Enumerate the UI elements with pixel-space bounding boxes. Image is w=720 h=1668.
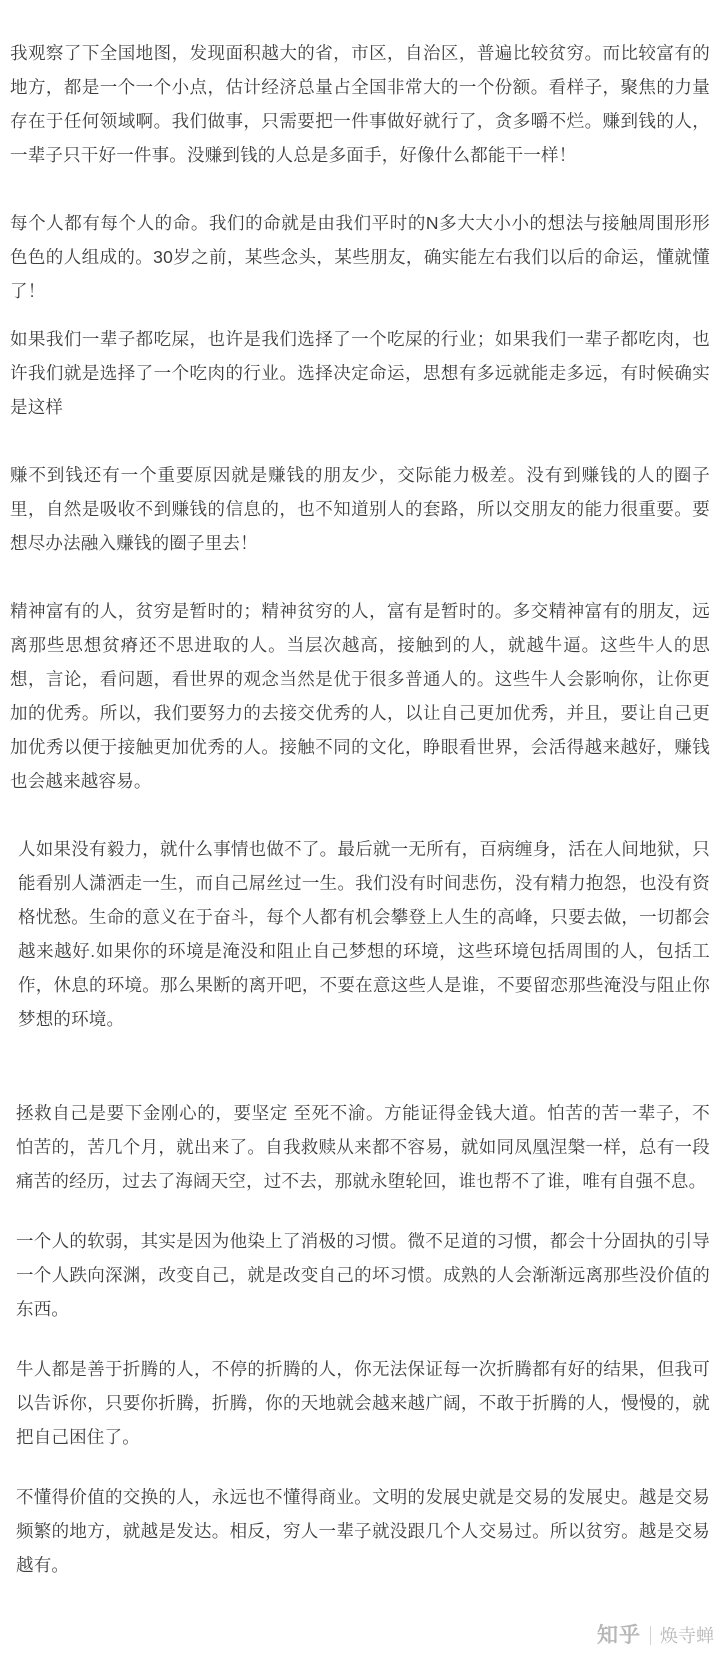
paragraph-spacer	[10, 1454, 710, 1480]
paragraph-spacer	[10, 1326, 710, 1352]
paragraph-spacer	[10, 308, 710, 322]
paragraph-spacer	[10, 424, 710, 458]
paragraph: 拯救自己是要下金刚心的，要坚定 至死不渝。方能证得金钱大道。怕苦的苦一辈子，不怕苦的，苦几个月，就出来了。自我救赎从来都不容易，就如同凤凰涅槃一样，总有一段痛苦的经历，过去了海阔天空，过不去，那就永堕轮回，谁也帮不了谁，唯有自强不息。	[16, 1103, 710, 1191]
watermark-username: 焕寺蝉	[660, 1625, 714, 1646]
paragraph: 赚不到钱还有一个重要原因就是赚钱的朋友少，交际能力极差。没有到赚钱的人的圈子里，自然是吸收不到赚钱的信息的，也不知道别人的套路，所以交朋友的能力很重要。要想尽办法融入赚钱的圈子里去！	[10, 465, 710, 553]
paragraph: 一个人的软弱，其实是因为他染上了消极的习惯。微不足道的习惯，都会十分固执的引导一个人跌向深渊，改变自己，就是改变自己的坏习惯。成熟的人会渐渐远离那些没价值的东西。	[16, 1231, 710, 1319]
watermark-divider	[650, 1626, 651, 1645]
paragraph: 牛人都是善于折腾的人，不停的折腾的人，你无法保证每一次折腾都有好的结果，但我可以告诉你，只要你折腾，折腾，你的天地就会越来越广阔，不敢于折腾的人，慢慢的，就把自己困住了。	[16, 1359, 710, 1447]
zhihu-watermark	[597, 1625, 714, 1646]
paragraph: 精神富有的人，贫穷是暂时的；精神贫穷的人，富有是暂时的。多交精神富有的朋友，远离那些思想贫瘠还不思进取的人。当层次越高，接触到的人，就越牛逼。这些牛人的思想，言论，看问题，看世界的观念当然是优于很多普通人的。这些牛人会影响你，让你更加的优秀。所以，我们要努力的去接交优秀的人，以让自己更加优秀，并且，要让自己更加优秀以便于接触更加优秀的人。接触不同的文化，睁眼看世界，会活得越来越好，赚钱也会越来越容易。	[10, 601, 710, 791]
paragraph: 不懂得价值的交换的人，永远也不懂得商业。文明的发展史就是交易的发展史。越是交易频繁的地方，就越是发达。相反，穷人一辈子就没跟几个人交易过。所以贫穷。越是交易越有。	[16, 1487, 710, 1575]
paragraph-spacer	[10, 798, 710, 832]
zhihu-logo-icon: 知乎	[597, 1624, 641, 1647]
paragraph: 每个人都有每个人的命。我们的命就是由我们平时的N多大大小小的想法与接触周围形形色色的人组成的。30岁之前，某些念头，某些朋友，确实能左右我们以后的命运，懂就懂了！	[10, 213, 710, 301]
page-footer	[10, 1582, 720, 1668]
paragraph-spacer	[10, 1036, 710, 1070]
paragraph: 我观察了下全国地图，发现面积越大的省，市区，自治区，普遍比较贫穷。而比较富有的地方，都是一个一个小点，估计经济总量占全国非常大的一个份额。看样子，聚焦的力量存在于任何领域啊。我们做事，只需要把一件事做好就行了，贪多嚼不烂。赚到钱的人，一辈子只干好一件事。没赚到钱的人总是多面手，好像什么都能干一样！	[10, 43, 710, 165]
paragraph-spacer	[10, 560, 710, 594]
paragraph-spacer	[10, 1070, 710, 1096]
paragraph-spacer	[10, 1198, 710, 1224]
article-body	[10, 36, 710, 1582]
paragraph: 人如果没有毅力，就什么事情也做不了。最后就一无所有，百病缠身，活在人间地狱，只能看别人潇洒走一生，而自己屌丝过一生。我们没有时间悲伤，没有精力抱怨，也没有资格忧愁。生命的意义在于奋斗，每个人都有机会攀登上人生的高峰，只要去做，一切都会越来越好.如果你的环境是淹没和阻止自己梦想的环境，这些环境包括周围的人，包括工作，休息的环境。那么果断的离开吧，不要在意这些人是谁，不要留恋那些淹没与阻止你梦想的环境。	[18, 839, 710, 1029]
paragraph-spacer	[10, 172, 710, 206]
paragraph: 如果我们一辈子都吃屎，也许是我们选择了一个吃屎的行业；如果我们一辈子都吃肉，也许我们就是选择了一个吃肉的行业。选择决定命运，思想有多远就能走多远，有时候确实是这样	[10, 329, 710, 417]
